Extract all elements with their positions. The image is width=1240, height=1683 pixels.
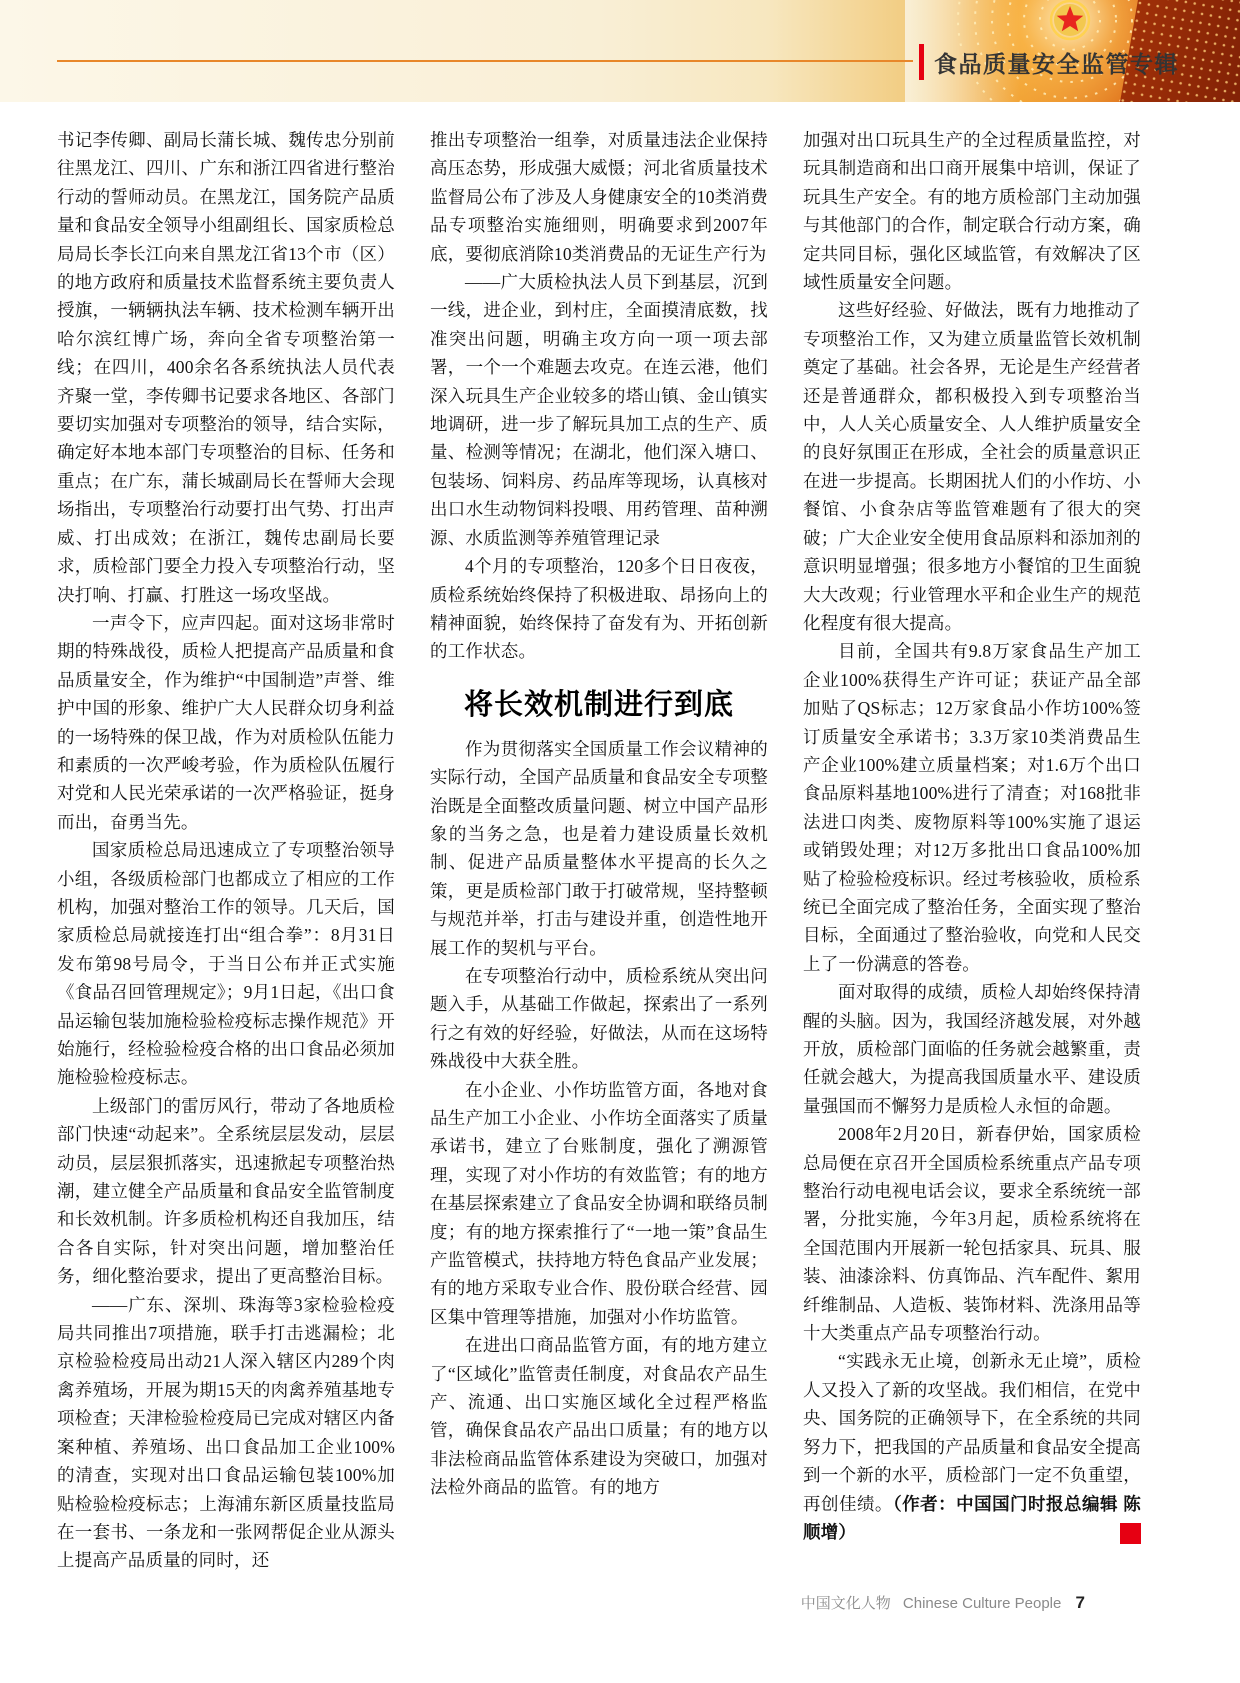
paragraph: 书记李传卿、副局长蒲长城、魏传忠分别前往黑龙江、四川、广东和浙江四省进行整治行动的誓师动员。在黑龙江，国务院产品质量和食品安全领导小组副组长、国家质检总局局长李长江向来自黑龙江省13个市（区）的地方政府和质量技术监督系统主要负责人授旗，一辆辆执法车辆、技术检测车辆开出哈尔滨红博广场，奔向全省专项整治第一线；在四川，400余名各系统执法人员代表齐聚一堂，李传卿书记要求各地区、各部门要切实加强对专项整治的领导，结合实际，确定好本地本部门专项整治的目标、任务和重点；在广东，蒲长城副局长在誓师大会现场指出，专项整治行动要打出气势、打出声威、打出成效；在浙江，魏传忠副局长要求，质检部门要全力投入专项整治行动，坚决打响、打赢、打胜这一场攻坚战。	[57, 130, 395, 605]
paragraph: 2008年2月20日，新春伊始，国家质检总局便在京召开全国质检系统重点产品专项整治行动电视电话会议，要求全系统统一部署，分批实施，今年3月起，质检系统将在全国范围内开展新一轮包括家具、玩具、服装、油漆涂料、仿真饰品、汽车配件、絮用纤维制品、人造板、装饰材料、洗涤用品等十大类重点产品专项整治行动。	[803, 1124, 1141, 1344]
paragraph: ——广东、深圳、珠海等3家检验检疫局共同推出7项措施，联手打击逃漏检；北京检验检疫局出动21人深入辖区内289个肉禽养殖场，开展为期15天的肉禽养殖基地专项检查；天津检验检疫局已完成对辖区内备案种植、养殖场、出口食品加工企业100%的清查，实现对出口食品运输包装100%加贴检验检疫标志；上海浦东新区质量技监局在一套书、一条龙和一张网帮促企业从源头上提高产品质量的同时，还	[57, 1294, 395, 1571]
article-body	[57, 126, 1167, 1575]
author-credit: （作者：中国国门时报总编辑 陈顺增）	[803, 1493, 1141, 1542]
page-footer	[801, 1592, 1085, 1613]
header-rule-line	[57, 60, 913, 62]
paragraph: ——广大质检执法人员下到基层，沉到一线，进企业，到村庄，全面摸清底数，找准突出问题，明确主攻方向一项一项去部署，一个一个难题去攻克。在连云港，他们深入玩具生产企业较多的塔山镇、金山镇实地调研，进一步了解玩具加工点的生产、质量、检测等情况；在湖北，他们深入塘口、包装场、饲料房、药品库等现场，认真核对出口水生动物饲料投喂、用药管理、苗种溯源、水质监测等养殖管理记录	[430, 272, 768, 548]
section-title: 食品质量安全监管专辑	[934, 51, 1179, 77]
paragraph: 作为贯彻落实全国质量工作会议精神的实际行动，全国产品质量和食品安全专项整治既是全面整改质量问题、树立中国产品形象的当务之急，也是着力建设质量长效机制、促进产品质量整体水平提高的长久之策，更是质检部门敢于打破常规，坚持整顿与规范并举，打击与建设并重，创造性地开展工作的契机与平台。	[430, 738, 768, 958]
paragraph: 国家质检总局迅速成立了专项整治领导小组，各级质检部门也都成立了相应的工作机构，加强对整治工作的领导。几天后，国家质检总局就接连打出“组合拳”：8月31日发布第98号局令，于当日公布并正式实施《食品召回管理规定》；9月1日起，《出口食品运输包装加施检验检疫标志操作规范》开始施行，经检验检疫合格的出口食品必须加施检验检疫标志。	[57, 840, 395, 1088]
magazine-name-cn: 中国文化人物	[800, 1595, 891, 1612]
header-red-accent-bar	[919, 44, 924, 80]
paragraph: 上级部门的雷厉风行，带动了各地质检部门快速“动起来”。全系统层层发动，层层动员，层层狠抓落实，迅速掀起专项整治热潮，建立健全产品质量和食品安全监管制度和长效机制。许多质检机构还自我加压，结合各自实际，针对突出问题，增加整治任务，细化整治要求，提出了更高整治目标。	[57, 1095, 395, 1287]
paragraph: 在进出口商品监管方面，有的地方建立了“区域化”监管责任制度，对食品农产品生产、流通、出口实施区域化全过程严格监管，确保食品农产品出口质量；有的地方以非法检商品监管体系建设为突破口，加强对法检外商品的监管。有的地方	[430, 1335, 768, 1498]
paragraph: 加强对出口玩具生产的全过程质量监控，对玩具制造商和出口商开展集中培训，保证了玩具生产安全。有的地方质检部门主动加强与其他部门的合作，制定联合行动方案，确定共同目标，强化区域监管，有效解决了区域性质量安全问题。	[803, 130, 1141, 293]
article-column-1	[57, 126, 395, 1575]
paragraph: 4个月的专项整治，120多个日日夜夜，质检系统始终保持了积极进取、昂扬向上的精神面貌，始终保持了奋发有为、开拓创新的工作状态。	[430, 556, 768, 662]
magazine-name-en: Chinese Culture People	[902, 1595, 1062, 1612]
paragraph: “实践永无止境，创新永无止境”，质检人又投入了新的攻坚战。我们相信，在党中央、国务院的正确领导下，在全系统的共同努力下，把我国的产品质量和食品安全提高到一个新的水平，质检部门一定不负重望，再创佳绩。（作者：中国国门时报总编辑 陈顺增） C	[803, 1351, 1167, 1542]
article-column-3	[803, 126, 1167, 1575]
page-header-band	[0, 0, 1240, 102]
paragraph: 目前，全国共有9.8万家食品生产加工企业100%获得生产许可证；获证产品全部加贴了QS标志；12万家食品小作坊100%签订质量安全承诺书；3.3万家10类消费品生产企业100%建立质量档案；对1.6万个出口食品原料基地100%进行了清查；对168批非法进口肉类、废物原料等100%实施了退运或销毁处理；对12万多批出口食品100%加贴了检验检疫标识。经过考核验收，质检系统已全面完成了整治任务，全面实现了整治目标，全面通过了整治验收，向党和人民交上了一份满意的答卷。	[803, 641, 1141, 974]
paragraph: 面对取得的成绩，质检人却始终保持清醒的头脑。因为，我国经济越发展，对外越开放，质检部门面临的任务就会越繁重，责任就会越大，为提高我国质量水平、建设质量强国而不懈努力是质检人永恒的命题。	[803, 982, 1141, 1116]
article-end-mark-icon: C	[1120, 1523, 1141, 1544]
section-heading: 将长效机制进行到底	[463, 688, 734, 721]
paragraph: 一声令下，应声四起。面对这场非常时期的特殊战役，质检人把提高产品质量和食品质量安全，作为维护“中国制造”声誉、维护中国的形象、维护广大人民群众切身利益的一场特殊的保卫战，作为对质检队伍能力和素质的一次严峻考验，作为质检队伍履行对党和人民光荣承诺的一次严格验证，挺身而出，奋勇当先。	[57, 612, 395, 832]
paragraph: 这些好经验、好做法，既有力地推动了专项整治工作，又为建立质量监管长效机制奠定了基础。社会各界，无论是生产经营者还是普通群众，都积极投入到专项整治当中，人人关心质量安全、人人维护质量安全的良好氛围正在形成，全社会的质量意识正在进一步提高。长期困扰人们的小作坊、小餐馆、小食杂店等监管难题有了很大的突破；广大企业安全使用食品原料和添加剂的意识明显增强；很多地方小餐馆的卫生面貌大大改观；行业管理水平和企业生产的规范化程度有很大提高。	[803, 300, 1141, 633]
article-column-2	[430, 126, 768, 1575]
paragraph: 推出专项整治一组拳，对质量违法企业保持高压态势，形成强大威慑；河北省质量技术监督局公布了涉及人身健康安全的10类消费品专项整治实施细则，明确要求到2007年底，要彻底消除10类消费品的无证生产行为	[430, 130, 768, 264]
paragraph: 在小企业、小作坊监管方面，各地对食品生产加工小企业、小作坊全面落实了质量承诺书，建立了台账制度，强化了溯源管理，实现了对小作坊的有效监管；有的地方在基层探索建立了食品安全协调和联络员制度；有的地方探索推行了“一地一策”食品生产监管模式，扶持地方特色食品产业发展；有的地方采取专业合作、股份联合经营、园区集中管理等措施，加强对小作坊监管。	[430, 1079, 768, 1327]
paragraph: 在专项整治行动中，质检系统从突出问题入手，从基础工作做起，探索出了一系列行之有效的好经验，好做法，从而在这场特殊战役中大获全胜。	[430, 965, 768, 1072]
page-number: 7	[1075, 1593, 1085, 1612]
